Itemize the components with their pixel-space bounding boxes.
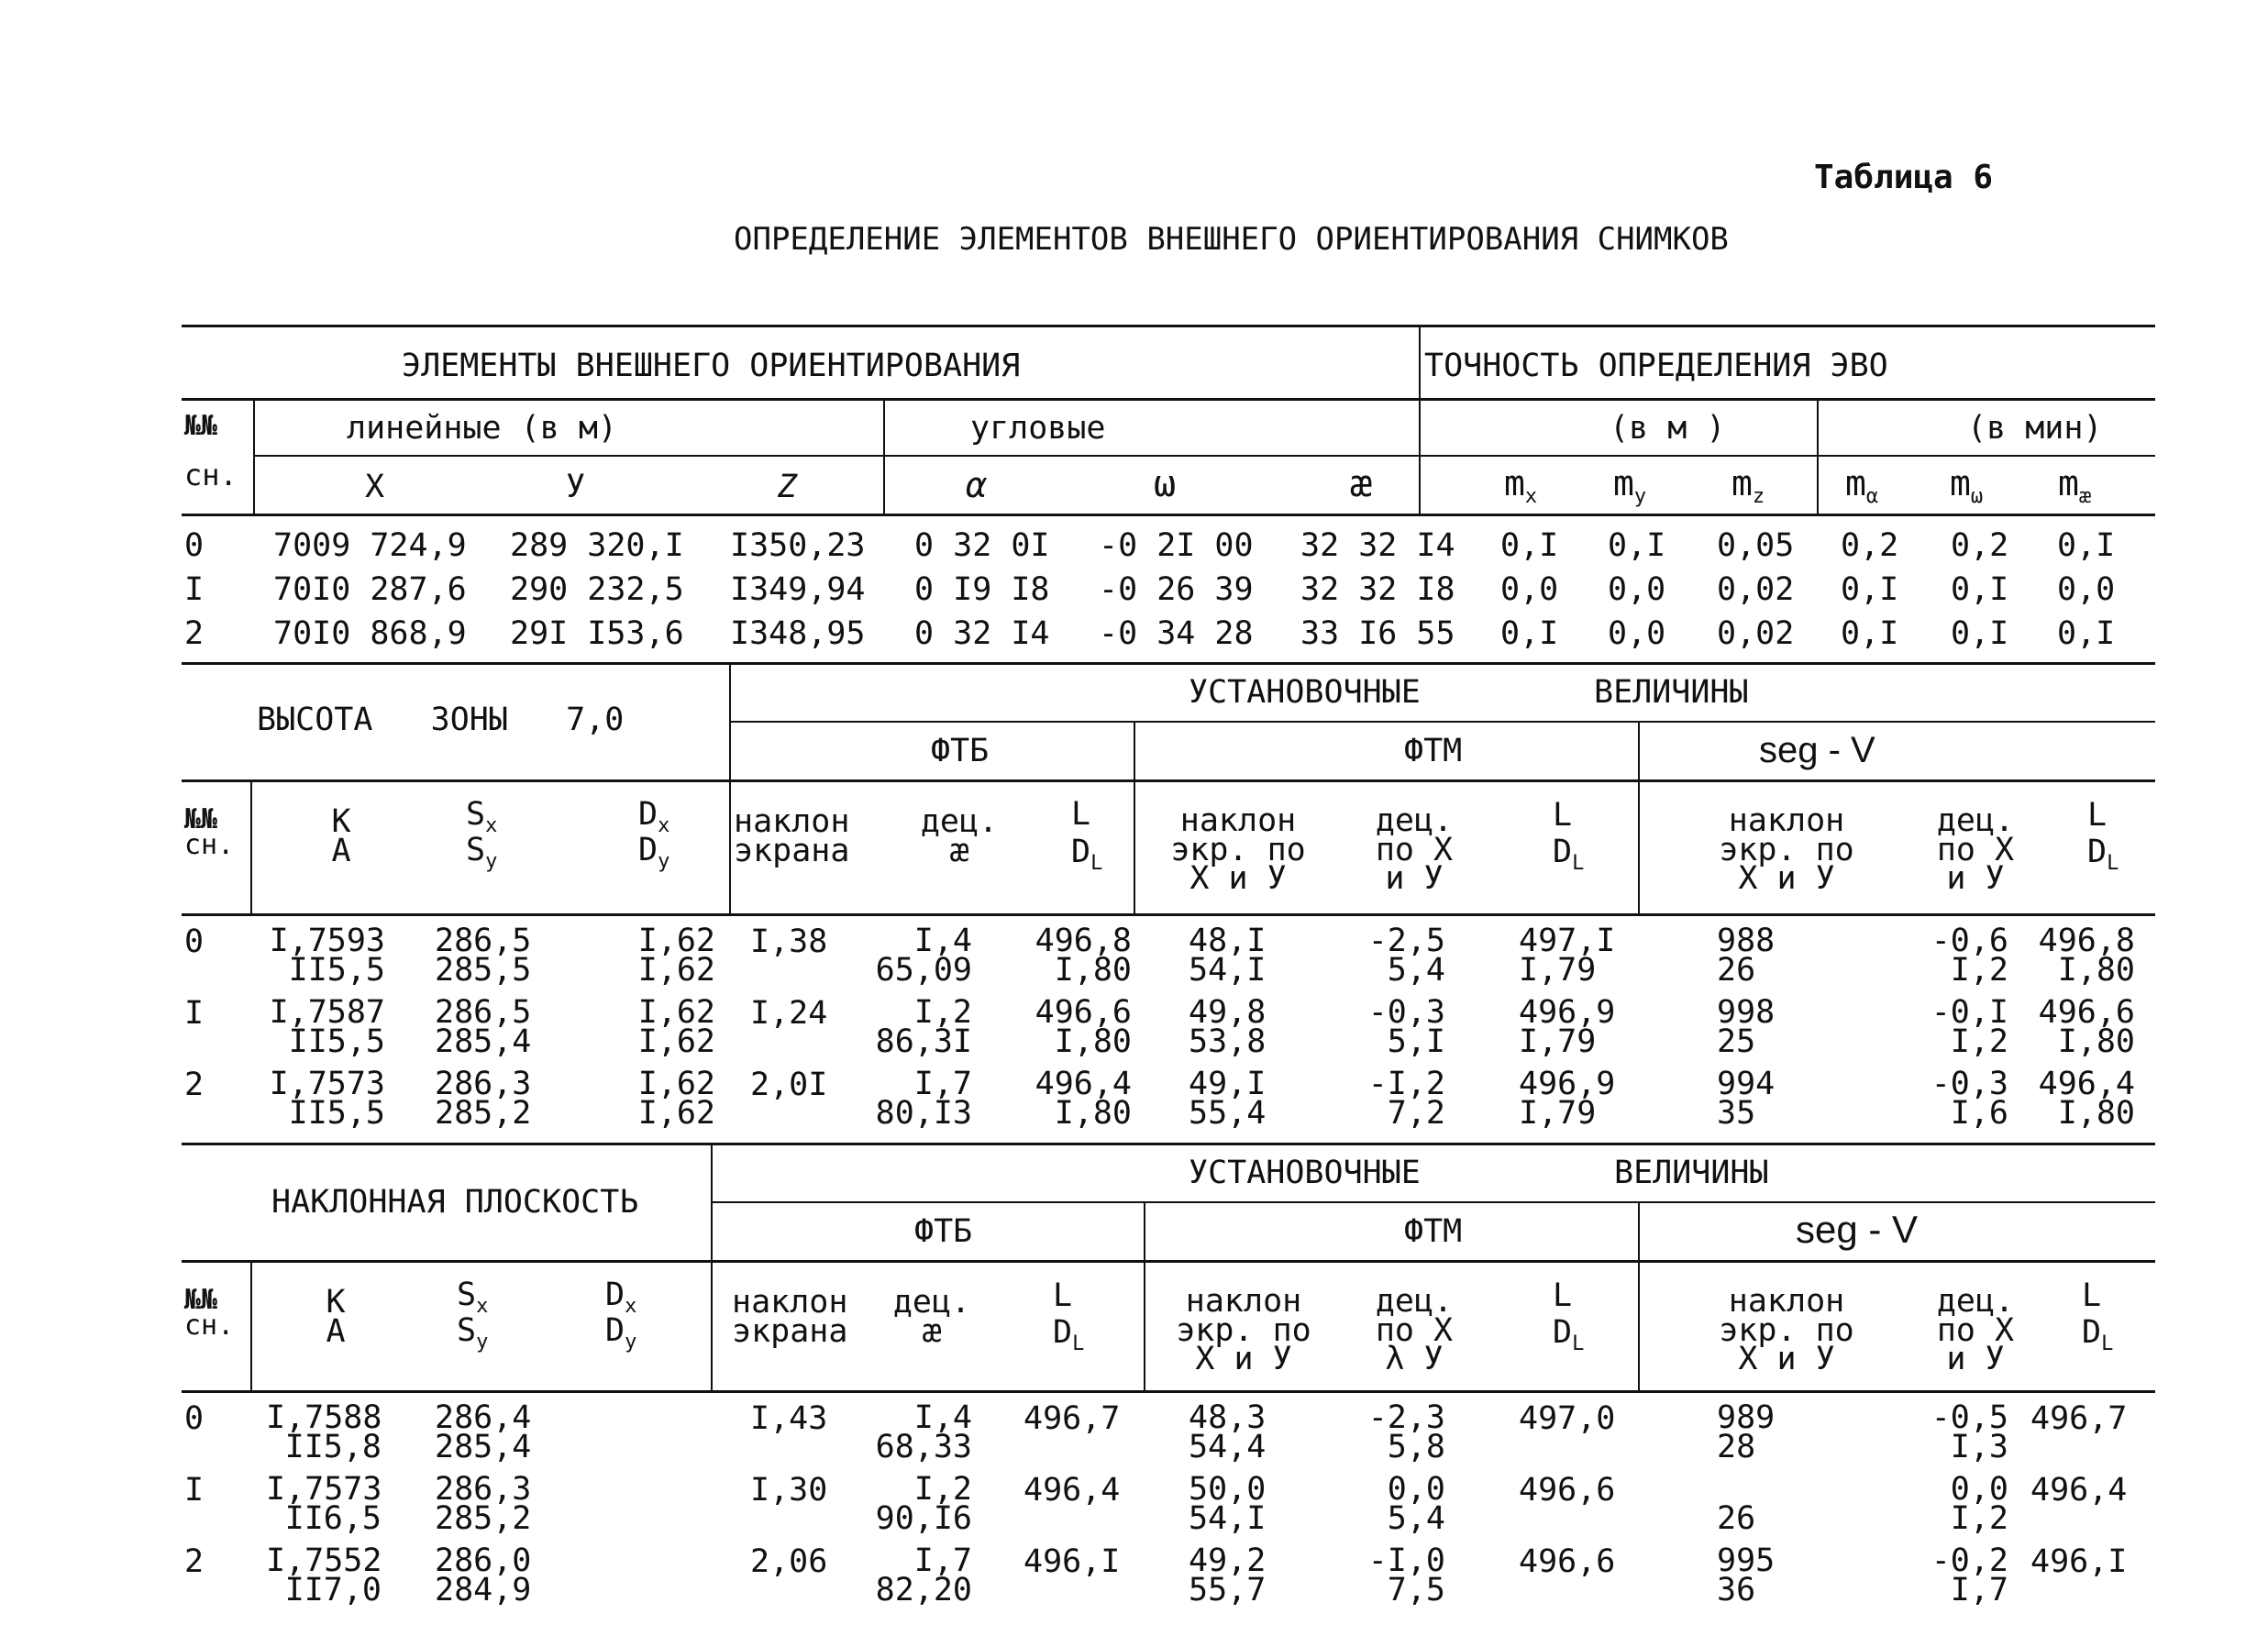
s2-header-ustanov: УСТАНОВОЧНЫЕ	[1189, 674, 1421, 711]
s2-header-velichiny: ВЕЛИЧИНЫ	[1594, 674, 1749, 711]
divider	[250, 779, 252, 913]
acc-angular-label: (в мин)	[1967, 410, 2103, 447]
s3-seg: seg - V	[1796, 1208, 1919, 1251]
s3-s-val: 286,4 285,4	[435, 1399, 532, 1466]
s3-nak-val: I,30	[750, 1472, 828, 1509]
rule	[711, 1201, 2155, 1203]
s3-seg-naklon: наклон экр. по X и У	[1719, 1283, 1854, 1377]
s2-nak-val: I,38	[750, 923, 828, 960]
s2-tm-d: -2,5 5,4	[1367, 923, 1445, 989]
s3-s-val: 286,0 284,9	[435, 1542, 532, 1609]
s3-tm-l: 496,6	[1519, 1472, 1616, 1509]
divider	[1144, 1201, 1145, 1390]
s2-num: I	[184, 995, 205, 1032]
angular-label: угловые	[970, 410, 1106, 447]
s2-sg-n: 988 26	[1717, 923, 1776, 989]
s3-sg-l: 496,7	[2030, 1400, 2128, 1437]
s1-mx: 0,0	[1500, 571, 1559, 608]
s2-seg: seg - V	[1759, 730, 1875, 770]
s2-k-a-val: I,7587 II5,5	[269, 994, 385, 1061]
col-malpha: $m_\alpha$	[1845, 463, 1879, 508]
s2-sg-d: -0,I I,2	[1931, 994, 2008, 1061]
s3-sg-d: 0,0 I,2	[1950, 1471, 2008, 1538]
s2-ftb: ФТБ	[931, 733, 990, 769]
s2-tm-l: 496,9 I,79	[1519, 994, 1616, 1061]
s1-x: 70I0 868,9	[273, 615, 467, 652]
s2-ftm-l: L	[1553, 797, 1573, 834]
s1-my: 0,0	[1608, 571, 1666, 608]
col-kappa: æ	[1350, 463, 1373, 505]
s1-x: 70I0 287,6	[273, 571, 467, 608]
s1-malpha: 0,I	[1841, 615, 1899, 652]
s1-mkappa: 0,I	[2057, 527, 2116, 564]
zone-height-title: ВЫСОТА ЗОНЫ 7,0	[257, 702, 625, 738]
s2-ftm-naklon: наклон экр. по X и У	[1170, 802, 1306, 897]
s1-y: 289 320,I	[510, 527, 684, 564]
s1-kappa: 32 32 I8	[1300, 571, 1455, 608]
s1-num: 0	[184, 527, 205, 564]
s2-l-val: 496,6 I,80	[1034, 994, 1132, 1061]
s1-kappa: 33 I6 55	[1300, 615, 1455, 652]
s1-y: 29I I53,6	[510, 615, 684, 652]
rule	[182, 514, 2155, 516]
s3-l-val: 496,7	[1023, 1400, 1121, 1437]
divider	[1419, 325, 1421, 514]
s3-sg-n: 995 36	[1717, 1542, 1776, 1609]
s2-d-val: I,62 I,62	[637, 1066, 715, 1133]
s3-nak-val: I,43	[750, 1400, 828, 1437]
col-z: Z	[778, 469, 798, 505]
s2-sg-d: -0,6 I,2	[1931, 923, 2008, 989]
s3-ftm-naklon: наклон экр. по X и У	[1176, 1283, 1311, 1377]
s3-dec-val: I,4 68,33	[875, 1399, 972, 1466]
s2-tm-n: 49,I 55,4	[1189, 1066, 1267, 1133]
s1-my: 0,I	[1608, 527, 1666, 564]
s3-l-val: 496,4	[1023, 1472, 1121, 1509]
s2-dec-kappa: дец. æ	[920, 803, 999, 870]
s2-num-label: №№ сн.	[184, 803, 235, 861]
header-accuracy: ТОЧНОСТЬ ОПРЕДЕЛЕНИЯ ЭВО	[1424, 348, 1888, 384]
s2-s-val: 286,5 285,4	[435, 994, 532, 1061]
s3-tm-n: 49,2 55,7	[1189, 1542, 1267, 1609]
s3-dec-kappa: дец. æ	[892, 1284, 971, 1351]
s3-header-velichiny: ВЕЛИЧИНЫ	[1614, 1155, 1769, 1191]
s3-tm-l: 497,0	[1519, 1400, 1616, 1437]
rule	[182, 325, 2155, 327]
s2-sg-l: 496,6 I,80	[2038, 994, 2135, 1061]
s2-l-dl: L	[1071, 796, 1091, 833]
s2-seg-l: L	[2087, 797, 2108, 834]
s3-sg-d: -0,5 I,3	[1931, 1399, 2008, 1466]
s3-seg-dl: $D_L$	[2082, 1314, 2114, 1355]
s2-seg-naklon: наклон экр. по X и У	[1719, 802, 1854, 897]
s3-tm-d: -2,3 5,8	[1367, 1399, 1445, 1466]
s3-sg-d: -0,2 I,7	[1931, 1542, 2008, 1609]
s2-seg-dec: дец. по X и У	[1936, 802, 2015, 897]
s3-k-a: K A	[326, 1284, 346, 1351]
s3-ftm-dl: $D_L$	[1553, 1314, 1585, 1355]
s1-mx: 0,I	[1500, 527, 1559, 564]
col-mx: $m_x$	[1504, 463, 1538, 508]
s2-dec-val: I,7 80,I3	[875, 1066, 972, 1133]
s3-sx-sy: $S_x$ $S_y$	[457, 1277, 489, 1354]
s3-k-a-val: I,7552 II7,0	[266, 1542, 382, 1609]
s2-sg-n: 994 35	[1717, 1066, 1776, 1133]
col-y: У	[566, 469, 586, 505]
s2-k-a-val: I,7593 II5,5	[269, 923, 385, 989]
s2-tm-n: 49,8 53,8	[1189, 994, 1267, 1061]
s3-dec-val: I,7 82,20	[875, 1542, 972, 1609]
s2-k-a-val: I,7573 II5,5	[269, 1066, 385, 1133]
s2-s-val: 286,5 285,5	[435, 923, 532, 989]
s1-omega: -0 34 28	[1099, 615, 1254, 652]
s2-tm-d: -I,2 7,2	[1367, 1066, 1445, 1133]
s1-z: I348,95	[730, 615, 866, 652]
s3-seg-dec: дец. по X и У	[1936, 1283, 2015, 1377]
s2-d-val: I,62 I,62	[637, 923, 715, 989]
s3-naklon-ekrana: наклон экрана	[732, 1284, 848, 1351]
s2-nak-val: I,24	[750, 995, 828, 1032]
table-number: Таблица 6	[1814, 159, 1994, 196]
s3-seg-l: L	[2082, 1277, 2102, 1314]
s3-num: 2	[184, 1543, 205, 1580]
divider	[729, 662, 731, 913]
divider	[1638, 1201, 1640, 1390]
s3-header-ustanov: УСТАНОВОЧНЫЕ	[1189, 1155, 1421, 1191]
s2-dx-dy: $D_x$ $D_y$	[638, 796, 670, 874]
rule	[182, 398, 2155, 401]
s3-tm-n: 48,3 54,4	[1189, 1399, 1267, 1466]
s2-sg-l: 496,8 I,80	[2038, 923, 2135, 989]
s2-dec-val: I,2 86,3I	[875, 994, 972, 1061]
s2-dec-val: I,4 65,09	[875, 923, 972, 989]
col-mz: $m_z$	[1731, 463, 1765, 508]
s1-mx: 0,I	[1500, 615, 1559, 652]
rule	[182, 779, 2155, 782]
s1-omega: -0 2I 00	[1099, 527, 1254, 564]
s3-l-val: 496,I	[1023, 1543, 1121, 1580]
s3-tm-d: 0,0 5,4	[1387, 1471, 1445, 1538]
rule	[182, 1260, 2155, 1263]
page-title: ОПРЕДЕЛЕНИЕ ЭЛЕМЕНТОВ ВНЕШНЕГО ОРИЕНТИРОВАНИЯ СНИМКОВ	[734, 221, 1729, 258]
s1-x: 7009 724,9	[273, 527, 467, 564]
s3-num-label: №№ сн.	[184, 1284, 235, 1342]
s3-tm-l: 496,6	[1519, 1543, 1616, 1580]
s1-alpha: 0 I9 I8	[914, 571, 1050, 608]
acc-linear-label: (в м )	[1610, 410, 1726, 447]
s1-num: 2	[184, 615, 205, 652]
divider	[1134, 721, 1135, 913]
col-x: X	[365, 469, 385, 505]
rule	[253, 455, 2155, 457]
s2-naklon-ekrana: наклон экрана	[734, 803, 850, 870]
s2-ftm-dl: $D_L$	[1553, 834, 1585, 875]
s1-momega: 0,I	[1951, 615, 2009, 652]
s1-mkappa: 0,I	[2057, 615, 2116, 652]
inclined-plane-title: НАКЛОННАЯ ПЛОСКОСТЬ	[271, 1184, 639, 1221]
s3-l: L	[1053, 1277, 1073, 1314]
s2-k-a: K A	[331, 803, 351, 870]
s3-nak-val: 2,06	[750, 1543, 828, 1580]
s2-nak-val: 2,0I	[750, 1067, 828, 1103]
divider	[711, 1143, 713, 1390]
col-mkappa: $m_æ$	[2058, 463, 2092, 508]
s1-momega: 0,2	[1951, 527, 2009, 564]
s3-num: I	[184, 1472, 205, 1509]
num-label: №№	[184, 410, 218, 442]
s1-malpha: 0,2	[1841, 527, 1899, 564]
s2-seg-dl: $D_L$	[2087, 834, 2119, 875]
s1-momega: 0,I	[1951, 571, 2009, 608]
s2-sg-n: 998 25	[1717, 994, 1776, 1061]
s2-l-val: 496,8 I,80	[1034, 923, 1132, 989]
s1-y: 290 232,5	[510, 571, 684, 608]
s2-s-val: 286,3 285,2	[435, 1066, 532, 1133]
s3-sg-n: 26	[1717, 1500, 1756, 1538]
s3-dx-dy: $D_x$ $D_y$	[605, 1277, 637, 1354]
divider	[250, 1260, 252, 1390]
s1-my: 0,0	[1608, 615, 1666, 652]
s1-z: I350,23	[730, 527, 866, 564]
s1-alpha: 0 32 0I	[914, 527, 1050, 564]
rule	[182, 913, 2155, 916]
rule	[182, 1390, 2155, 1393]
col-momega: $m_\omega$	[1950, 463, 1984, 508]
s1-kappa: 32 32 I4	[1300, 527, 1455, 564]
s3-k-a-val: I,7573 II6,5	[266, 1471, 382, 1538]
s3-num: 0	[184, 1400, 205, 1437]
s1-mz: 0,05	[1717, 527, 1795, 564]
col-my: $m_y$	[1613, 463, 1647, 508]
divider	[1817, 398, 1819, 514]
s2-sx-sy: $S_x$ $S_y$	[466, 796, 498, 874]
s1-omega: -0 26 39	[1099, 571, 1254, 608]
header-elements-eo: ЭЛЕМЕНТЫ ВНЕШНЕГО ОРИЕНТИРОВАНИЯ	[402, 348, 1021, 384]
s2-sg-d: -0,3 I,6	[1931, 1066, 2008, 1133]
rule	[182, 662, 2155, 665]
s1-malpha: 0,I	[1841, 571, 1899, 608]
s3-tm-n: 50,0 54,I	[1189, 1471, 1267, 1538]
s1-mkappa: 0,0	[2057, 571, 2116, 608]
s3-ftm: ФТМ	[1404, 1213, 1463, 1250]
s2-tm-l: 496,9 I,79	[1519, 1066, 1616, 1133]
s2-ftm: ФТМ	[1404, 733, 1463, 769]
divider	[1638, 721, 1640, 913]
s3-s-val: 286,3 285,2	[435, 1471, 532, 1538]
divider	[253, 398, 255, 514]
s2-tm-l: 497,I I,79	[1519, 923, 1616, 989]
s3-sg-l: 496,4	[2030, 1472, 2128, 1509]
s1-alpha: 0 32 I4	[914, 615, 1050, 652]
s3-dec-val: I,2 90,I6	[875, 1471, 972, 1538]
s3-tm-d: -I,0 7,5	[1367, 1542, 1445, 1609]
s2-l-val: 496,4 I,80	[1034, 1066, 1132, 1133]
s3-sg-n: 989 28	[1717, 1399, 1776, 1466]
col-omega: ω	[1154, 463, 1177, 505]
s1-mz: 0,02	[1717, 615, 1795, 652]
s1-mz: 0,02	[1717, 571, 1795, 608]
s1-num: I	[184, 571, 205, 608]
s3-ftb: ФТБ	[914, 1213, 973, 1250]
s3-k-a-val: I,7588 II5,8	[266, 1399, 382, 1466]
col-alpha: α	[966, 465, 987, 505]
s2-tm-d: -0,3 5,I	[1367, 994, 1445, 1061]
s1-z: I349,94	[730, 571, 866, 608]
s3-ftm-l: L	[1553, 1277, 1573, 1314]
divider	[883, 398, 885, 514]
s2-tm-n: 48,I 54,I	[1189, 923, 1267, 989]
rule	[729, 721, 2155, 723]
rule	[182, 1143, 2155, 1145]
s2-num: 2	[184, 1067, 205, 1103]
linear-label: линейные (в м)	[347, 410, 618, 447]
s3-sg-l: 496,I	[2030, 1543, 2128, 1580]
s2-dl-label: $D_L$	[1071, 834, 1103, 875]
s3-dl: $D_L$	[1053, 1314, 1085, 1355]
s2-num: 0	[184, 923, 205, 960]
s2-d-val: I,62 I,62	[637, 994, 715, 1061]
s2-ftm-dec: дец. по X и У	[1375, 802, 1454, 897]
s3-ftm-dec: дец. по X λ У	[1375, 1283, 1454, 1377]
s2-sg-l: 496,4 I,80	[2038, 1066, 2135, 1133]
sn-label: сн.	[184, 458, 238, 492]
